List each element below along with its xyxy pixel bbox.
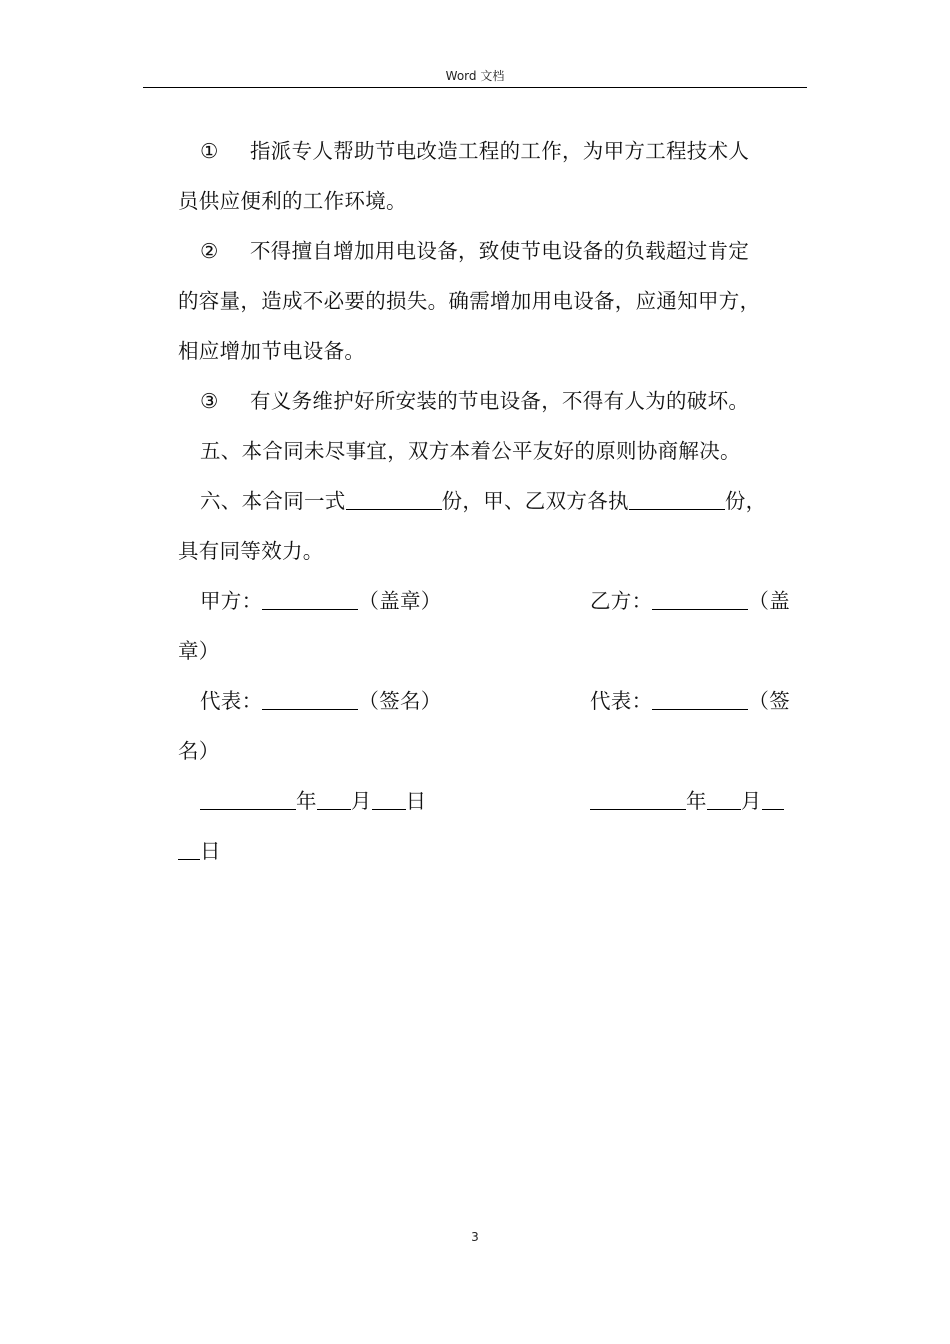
date-a-year-blank[interactable] [200, 789, 296, 810]
rep-b-label: 代表： [590, 689, 653, 713]
page-header-title: Word 文档 [445, 69, 505, 83]
page-number: 3 [471, 1230, 479, 1244]
date-b-day-blank-part-2[interactable] [178, 839, 200, 860]
representative-line [178, 676, 802, 726]
item-1-number: ① [200, 139, 219, 163]
date-b-block [590, 776, 784, 826]
date-b-year: 年 [686, 789, 707, 813]
rep-a-blank[interactable] [262, 689, 358, 710]
party-a-seal: （盖章） [358, 589, 442, 613]
header-rule [143, 87, 807, 88]
date-b-year-blank[interactable] [590, 789, 686, 810]
date-a-month-blank[interactable] [317, 789, 351, 810]
rep-b-sign: （签 [748, 689, 791, 713]
rep-b-blank[interactable] [652, 689, 748, 710]
date-a-day-blank[interactable] [372, 789, 406, 810]
rep-b-sign-wrap: 名） [178, 739, 220, 763]
rep-a-label: 代表： [200, 689, 263, 713]
date-a-month: 月 [350, 789, 372, 813]
item-2-line-3: 相应增加节电设备。 [178, 339, 366, 363]
item-1-line-2: 员供应便利的工作环境。 [178, 189, 407, 213]
item-1-text: 指派专人帮助节电改造工程的工作，为甲方工程技术人 [250, 139, 750, 163]
item-3-number: ③ [200, 389, 219, 413]
date-a-year: 年 [296, 789, 317, 813]
date-b-month-blank[interactable] [707, 789, 741, 810]
party-b-seal: （盖 [748, 589, 791, 613]
clause-6-line-1 [178, 476, 802, 526]
date-b-day-blank-part-1[interactable] [762, 789, 784, 810]
item-3-line-1 [178, 376, 802, 426]
clause-6-line-2: 具有同等效力。 [178, 539, 324, 563]
date-line [178, 776, 802, 826]
item-2-text: 不得擅自增加用电设备，致使节电设备的负载超过肯定 [250, 239, 750, 263]
item-2-line-1 [178, 226, 802, 276]
copies-blank[interactable] [346, 489, 442, 510]
item-1-line-1 [178, 126, 802, 176]
clause-6-part-b: 份，甲、乙双方各执 [441, 489, 629, 513]
party-a-label: 甲方： [200, 589, 263, 613]
party-b-block [590, 576, 790, 626]
party-b-label: 乙方： [590, 589, 653, 613]
item-3-text: 有义务维护好所安装的节电设备，不得有人为的破坏。 [250, 389, 750, 413]
party-b-blank[interactable] [652, 589, 748, 610]
party-a-blank[interactable] [262, 589, 358, 610]
party-b-seal-wrap: 章） [178, 639, 220, 663]
date-a-day: 日 [405, 789, 427, 813]
clause-6-part-c: 份， [724, 489, 767, 513]
clause-5: 五、本合同未尽事宜，双方本着公平友好的原则协商解决。 [200, 439, 741, 463]
clause-6-part-a: 六、本合同一式 [200, 489, 346, 513]
rep-b-block [590, 676, 790, 726]
document-body [178, 126, 802, 876]
item-2-number: ② [200, 239, 219, 263]
date-b-day-wrap [178, 826, 802, 876]
rep-a-sign: （签名） [358, 689, 442, 713]
party-signature-line [178, 576, 802, 626]
date-b-day: 日 [200, 839, 221, 863]
item-2-line-2: 的容量，造成不必要的损失。确需增加用电设备，应通知甲方， [178, 289, 761, 313]
each-party-copies-blank[interactable] [629, 489, 725, 510]
date-b-month: 月 [740, 789, 762, 813]
